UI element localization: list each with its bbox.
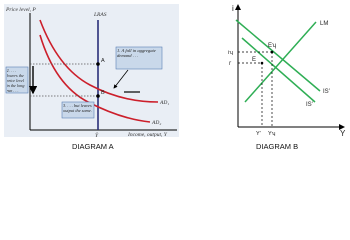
diagram-a-caption: DIAGRAM A — [72, 142, 114, 151]
point-e-label: E — [252, 57, 257, 63]
diagram-a — [4, 4, 179, 151]
point-b — [96, 94, 100, 98]
callout-lowers-price-text: 2. . . . lowers the price level in the long run . . . — [6, 67, 25, 93]
point-e-star-label: Eʮ — [268, 43, 277, 49]
diagram-b-y-axis-label: i — [232, 4, 234, 13]
diagram-b-x-axis-label: Y — [340, 129, 346, 138]
lm-label: LM — [320, 21, 329, 27]
x-tick-y-prime: Y′ — [256, 131, 261, 137]
diagram-b — [228, 4, 346, 151]
callout-fall-in-demand-text: 1. A fall in aggregate demand . . . — [117, 48, 156, 59]
callout-leaves-output-text: 3. . . . but leaves output the same. — [63, 103, 92, 114]
x-tick-y-star: Yʮ — [268, 131, 276, 137]
y-tick-i-star: iʮ — [228, 50, 234, 56]
point-b-label: B — [101, 90, 105, 96]
ad1-label: AD₁ — [160, 100, 170, 106]
diagram-b-caption: DIAGRAM B — [256, 142, 299, 151]
point-a-label: A — [101, 58, 105, 64]
y-tick-i-prime: i′ — [229, 61, 232, 67]
point-a — [96, 62, 100, 66]
is-prime-label: IS′ — [323, 89, 330, 95]
diagram-a-x-tick: Ȳ — [95, 133, 99, 139]
lras-label: LRAS — [94, 12, 107, 18]
diagram-a-x-axis-label: Income, output, Y — [128, 132, 167, 138]
point-e — [261, 62, 264, 65]
point-e-star — [271, 51, 274, 54]
diagram-a-y-axis-label: Price level, P — [6, 7, 36, 13]
is-label: IS′ — [306, 102, 313, 108]
ad2-label: AD₂ — [152, 120, 162, 126]
